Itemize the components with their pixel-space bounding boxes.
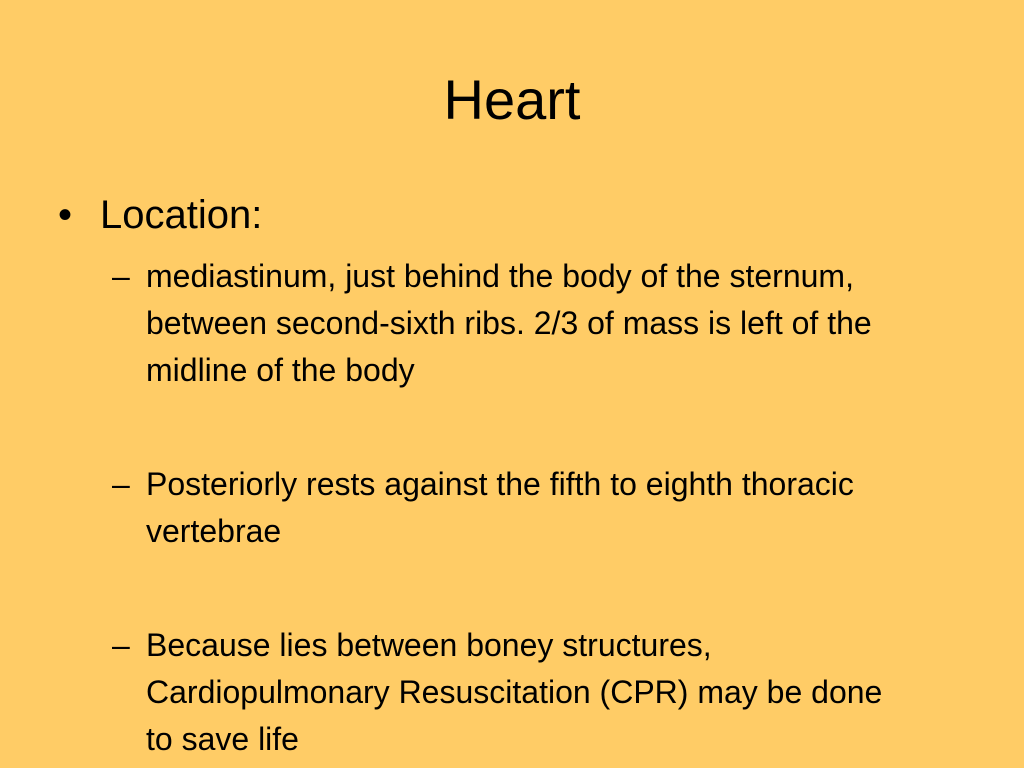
slide-title: Heart xyxy=(443,68,581,131)
sub-bullet-text: Posteriorly rests against the fifth to eighth thoracic vertebrae xyxy=(146,466,854,549)
dash-marker: – xyxy=(112,258,130,294)
dash-marker: – xyxy=(112,466,130,502)
sub-bullet-cpr xyxy=(112,622,902,763)
sub-bullet-posteriorly xyxy=(112,461,902,555)
sub-bullet-text: mediastinum, just behind the body of the sternum, between second-sixth ribs. 2/3 of mass is left of the midline of the body xyxy=(146,258,872,388)
bullet-marker: • xyxy=(58,193,73,237)
sub-bullet-text: Because lies between boney structures, Cardiopulmonary Resuscitation (CPR) may be done to save life xyxy=(146,627,883,757)
sub-bullet-mediastinum xyxy=(112,253,902,394)
dash-marker: – xyxy=(112,627,130,663)
bullet-location xyxy=(58,190,262,240)
bullet-label: Location: xyxy=(100,193,263,237)
